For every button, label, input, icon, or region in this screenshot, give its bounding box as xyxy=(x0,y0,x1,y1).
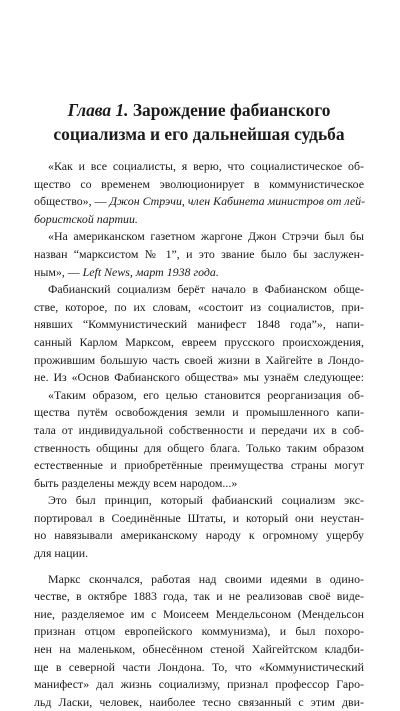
chapter-title-line1 xyxy=(68,100,331,120)
chapter-title xyxy=(34,0,364,146)
epigraph-quote-1 xyxy=(34,158,364,228)
quote2-line xyxy=(34,264,364,282)
chapter-title-line2: социализма и его дальнейшая судьба xyxy=(53,124,345,144)
body-line: санный Карлом Марксом, евреем прусского происхождения, xyxy=(34,334,364,349)
body-line: нен на маленьком, обнесённом стеной Хайгейтском кладби- xyxy=(34,642,364,657)
body-line: стве, которое, по их словам, «состоит из социалистов, при- xyxy=(34,299,364,314)
quote2-line: назван “марксистом № 1”, и это звание было бы заслужен- xyxy=(34,246,364,261)
body-line: для нации. xyxy=(34,546,89,561)
quote2-attribution: Left News, март 1938 года. xyxy=(82,264,219,279)
body-line: Фабианский социализм берёт начало в Фабианском обще- xyxy=(48,282,364,297)
quote1-line3-text: общество», — xyxy=(34,194,110,209)
body-line: льд Ласки, человек, наиболее тесно связанный с этим дви- xyxy=(34,694,364,709)
body-line: быть разделены между всем народом...» xyxy=(34,475,238,490)
body-line: честве, в октябре 1883 года, так и не реализовав своё виде- xyxy=(34,589,364,604)
epigraph-quote-2 xyxy=(34,228,364,281)
quote2-line: «На американском газетном жаргоне Джон Стрэчи был бы xyxy=(48,229,364,244)
body-line: тала от индивидуальной собственности и передачи их в соб- xyxy=(34,422,364,437)
quote1-line: «Как и все социалисты, я верю, что социалистическое об- xyxy=(48,159,364,173)
body-paragraphs-2 xyxy=(34,571,364,711)
body-line: манифест» дал жизнь социализму, признал профессор Гаро- xyxy=(34,677,364,692)
quote1-attribution: Джон Стрэчи, член Кабинета министров от лей- xyxy=(109,194,366,209)
quote2-line3-text: ным», — xyxy=(34,264,83,279)
body-line: но навязывали американскому народу к огромному ущербу xyxy=(34,528,364,543)
body-line: «Таким образом, его целью становится реорганизация об- xyxy=(48,387,364,402)
body-line: ственность общины для общего блага. Только таким образом xyxy=(34,440,364,455)
body-line: щества путём освобождения земли и промышленного капи- xyxy=(34,405,364,420)
body-line: признан отцом европейского коммунизма), и был похоро- xyxy=(34,624,364,639)
body-line: нявших “Коммунистический манифест 1848 года”», напи- xyxy=(34,317,364,332)
quote1-line: щество со временем эволюционирует в коммунистическое xyxy=(34,176,364,191)
body-line: ние, разделяемое им с Моисеем Мендельсоном (Мендельсон xyxy=(34,606,364,621)
chapter-number: Глава 1. xyxy=(67,100,129,120)
body-line: Маркс скончался, работая над своими идеями в одино- xyxy=(48,571,364,586)
body-line: ще в северной части Лондона. То, что «Коммунистический xyxy=(34,659,364,674)
body-line: портировал в Соединённые Штаты, и который они неустан- xyxy=(34,510,364,525)
body-line: Это был принцип, который фабианский социализм экс- xyxy=(48,493,364,508)
body-paragraphs-1 xyxy=(34,281,364,563)
quote1-attribution-cont: бористской партии. xyxy=(34,211,138,226)
body-line: прожившим большую часть своей жизни в Хайгейте в Лондо- xyxy=(34,352,364,367)
body-line: естественные и приобретённые преимущества страны могут xyxy=(34,458,364,473)
chapter-title-text: Зарождение фабианского xyxy=(128,100,331,120)
body-line: не. Из «Основ Фабианского общества» мы узнаём следующее: xyxy=(34,370,364,385)
quote1-line xyxy=(34,193,364,211)
